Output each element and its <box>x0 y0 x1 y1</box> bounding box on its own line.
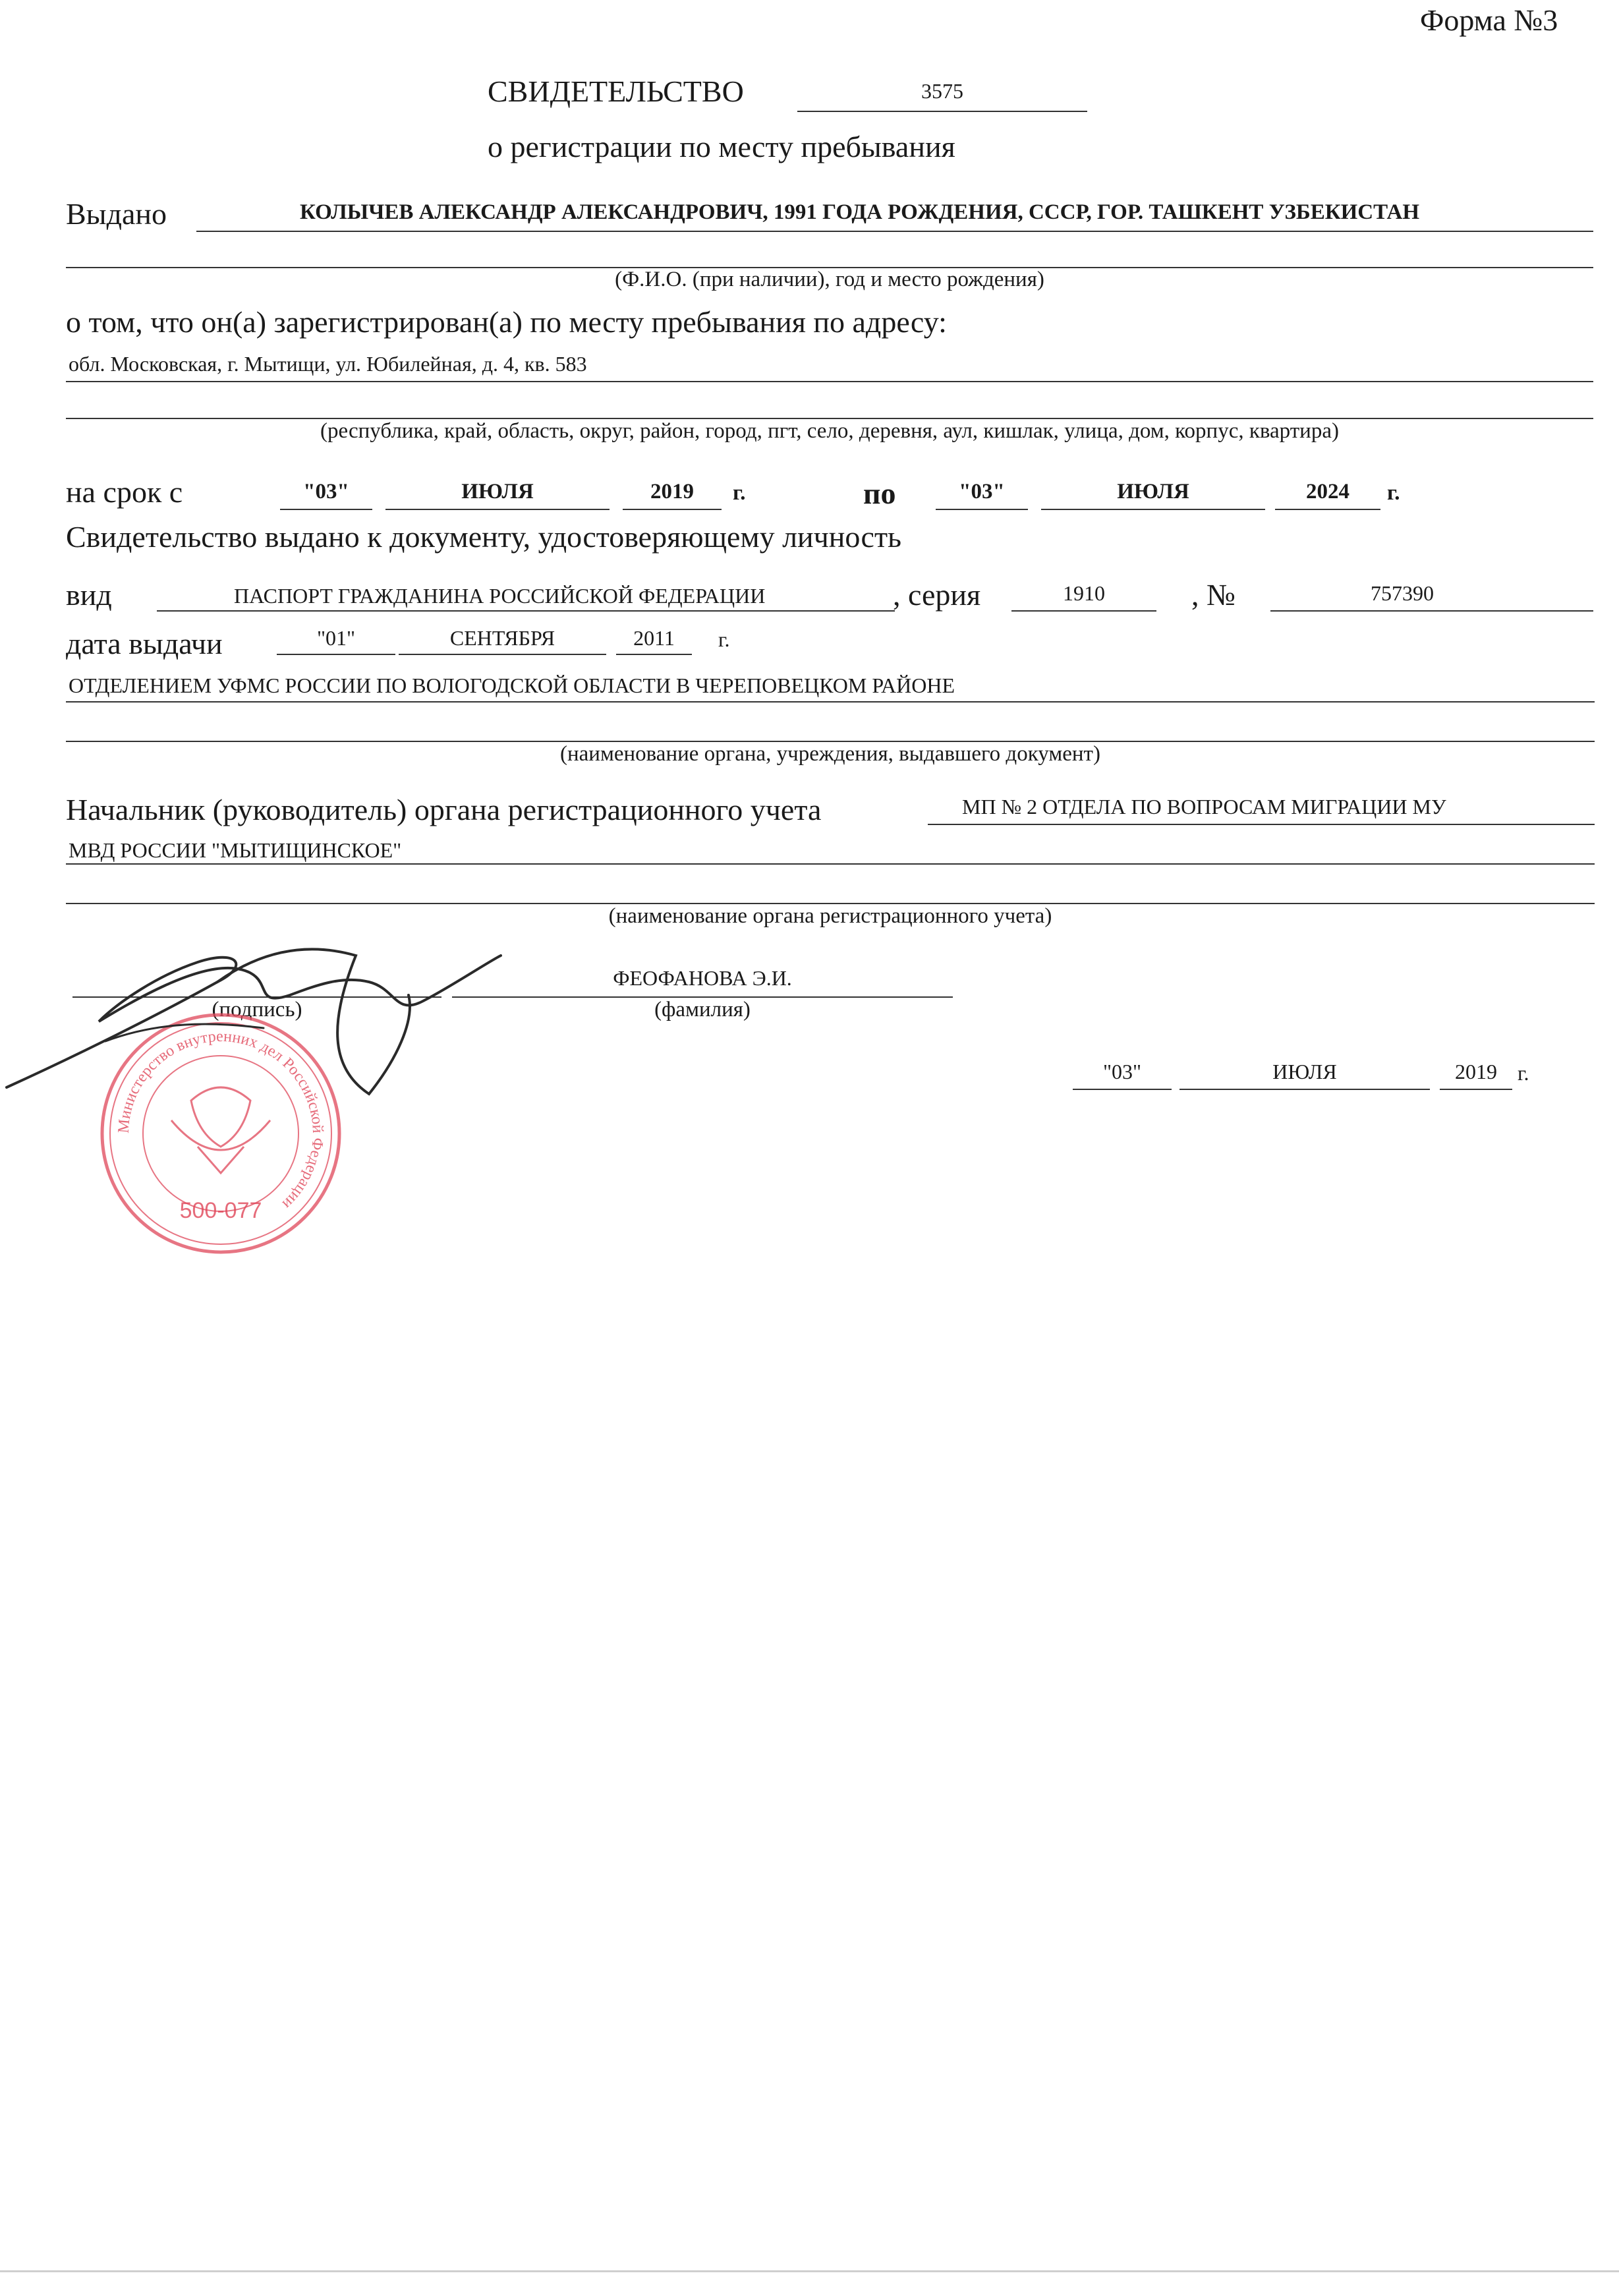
authority-line2: МВД РОССИИ "МЫТИЩИНСКОЕ" <box>69 838 402 862</box>
issue-year-suffix: г. <box>718 627 730 651</box>
certificate-number: 3575 <box>921 79 963 103</box>
sign-date-day: "03" <box>1102 1060 1142 1083</box>
term-from-month: ИЮЛЯ <box>461 480 534 503</box>
authority-hint: (наименование органа регистрационного учета) <box>608 904 1052 928</box>
term-to-label: по <box>863 476 896 510</box>
issue-day: "01" <box>316 626 356 650</box>
issue-year: 2011 <box>633 626 675 650</box>
form-number: Форма №3 <box>1420 3 1558 37</box>
doc-number-label: , № <box>1191 578 1236 612</box>
term-to-year: 2024 <box>1306 480 1349 503</box>
issued-person: КОЛЫЧЕВ АЛЕКСАНДР АЛЕКСАНДРОВИЧ, 1991 ГОДА РОЖДЕНИЯ, СССР, ГОР. ТАШКЕНТ УЗБЕКИСТАН <box>300 200 1420 224</box>
address-label: о том, что он(а) зарегистрирован(а) по месту пребывания по адресу: <box>66 305 947 339</box>
issue-month: СЕНТЯБРЯ <box>449 626 555 650</box>
term-to-year-suffix: г. <box>1387 481 1400 505</box>
doc-type-value: ПАСПОРТ ГРАЖДАНИНА РОССИЙСКОЙ ФЕДЕРАЦИИ <box>234 584 766 608</box>
identity-intro: Свидетельство выдано к документу, удостоверяющему личность <box>66 520 902 554</box>
seal-text: Министерство внутренних дел Российской Федерации <box>115 1027 327 1213</box>
term-to-month: ИЮЛЯ <box>1117 480 1189 503</box>
signature-hint: (подпись) <box>212 998 302 1021</box>
term-from-year: 2019 <box>650 480 694 503</box>
issued-by-value: ОТДЕЛЕНИЕМ УФМС РОССИИ ПО ВОЛОГОДСКОЙ ОБЛАСТИ В ЧЕРЕПОВЕЦКОМ РАЙОНЕ <box>69 674 955 697</box>
issued-by-hint: (наименование органа, учреждения, выдавшего документ) <box>560 742 1100 766</box>
issue-date-label: дата выдачи <box>66 627 223 660</box>
term-to-day: "03" <box>959 480 1005 503</box>
doc-series-label: , серия <box>893 578 981 612</box>
sign-date-month: ИЮЛЯ <box>1272 1060 1337 1083</box>
certificate-title: СВИДЕТЕЛЬСТВО <box>488 74 744 108</box>
doc-number-value: 757390 <box>1371 581 1434 605</box>
address-value: обл. Московская, г. Мытищи, ул. Юбилейная, д. 4, кв. 583 <box>69 352 587 376</box>
handwritten-signature <box>0 923 514 1120</box>
address-hint: (республика, край, область, округ, район, город, пгт, село, деревня, аул, кишлак, улица, дом, корпус, квартира) <box>320 419 1339 443</box>
doc-type-label: вид <box>66 578 112 612</box>
term-from-day: "03" <box>303 480 349 503</box>
issued-label: Выдано <box>66 197 167 231</box>
term-label: на срок с <box>66 475 183 509</box>
authority-label: Начальник (руководитель) органа регистрационного учета <box>66 793 822 826</box>
surname-hint: (фамилия) <box>654 998 751 1021</box>
issued-hint: (Ф.И.О. (при наличии), год и место рождения) <box>615 268 1044 291</box>
sign-date-year: 2019 <box>1455 1060 1497 1083</box>
seal-code: 500-077 <box>179 1198 262 1223</box>
doc-series-value: 1910 <box>1063 581 1105 605</box>
certificate-subtitle: о регистрации по месту пребывания <box>488 130 955 163</box>
term-from-year-suffix: г. <box>733 481 746 505</box>
sign-date-year-suffix: г. <box>1518 1061 1529 1085</box>
authority-line1: МП № 2 ОТДЕЛА ПО ВОПРОСАМ МИГРАЦИИ МУ <box>962 795 1446 818</box>
surname: ФЕОФАНОВА Э.И. <box>613 966 792 990</box>
